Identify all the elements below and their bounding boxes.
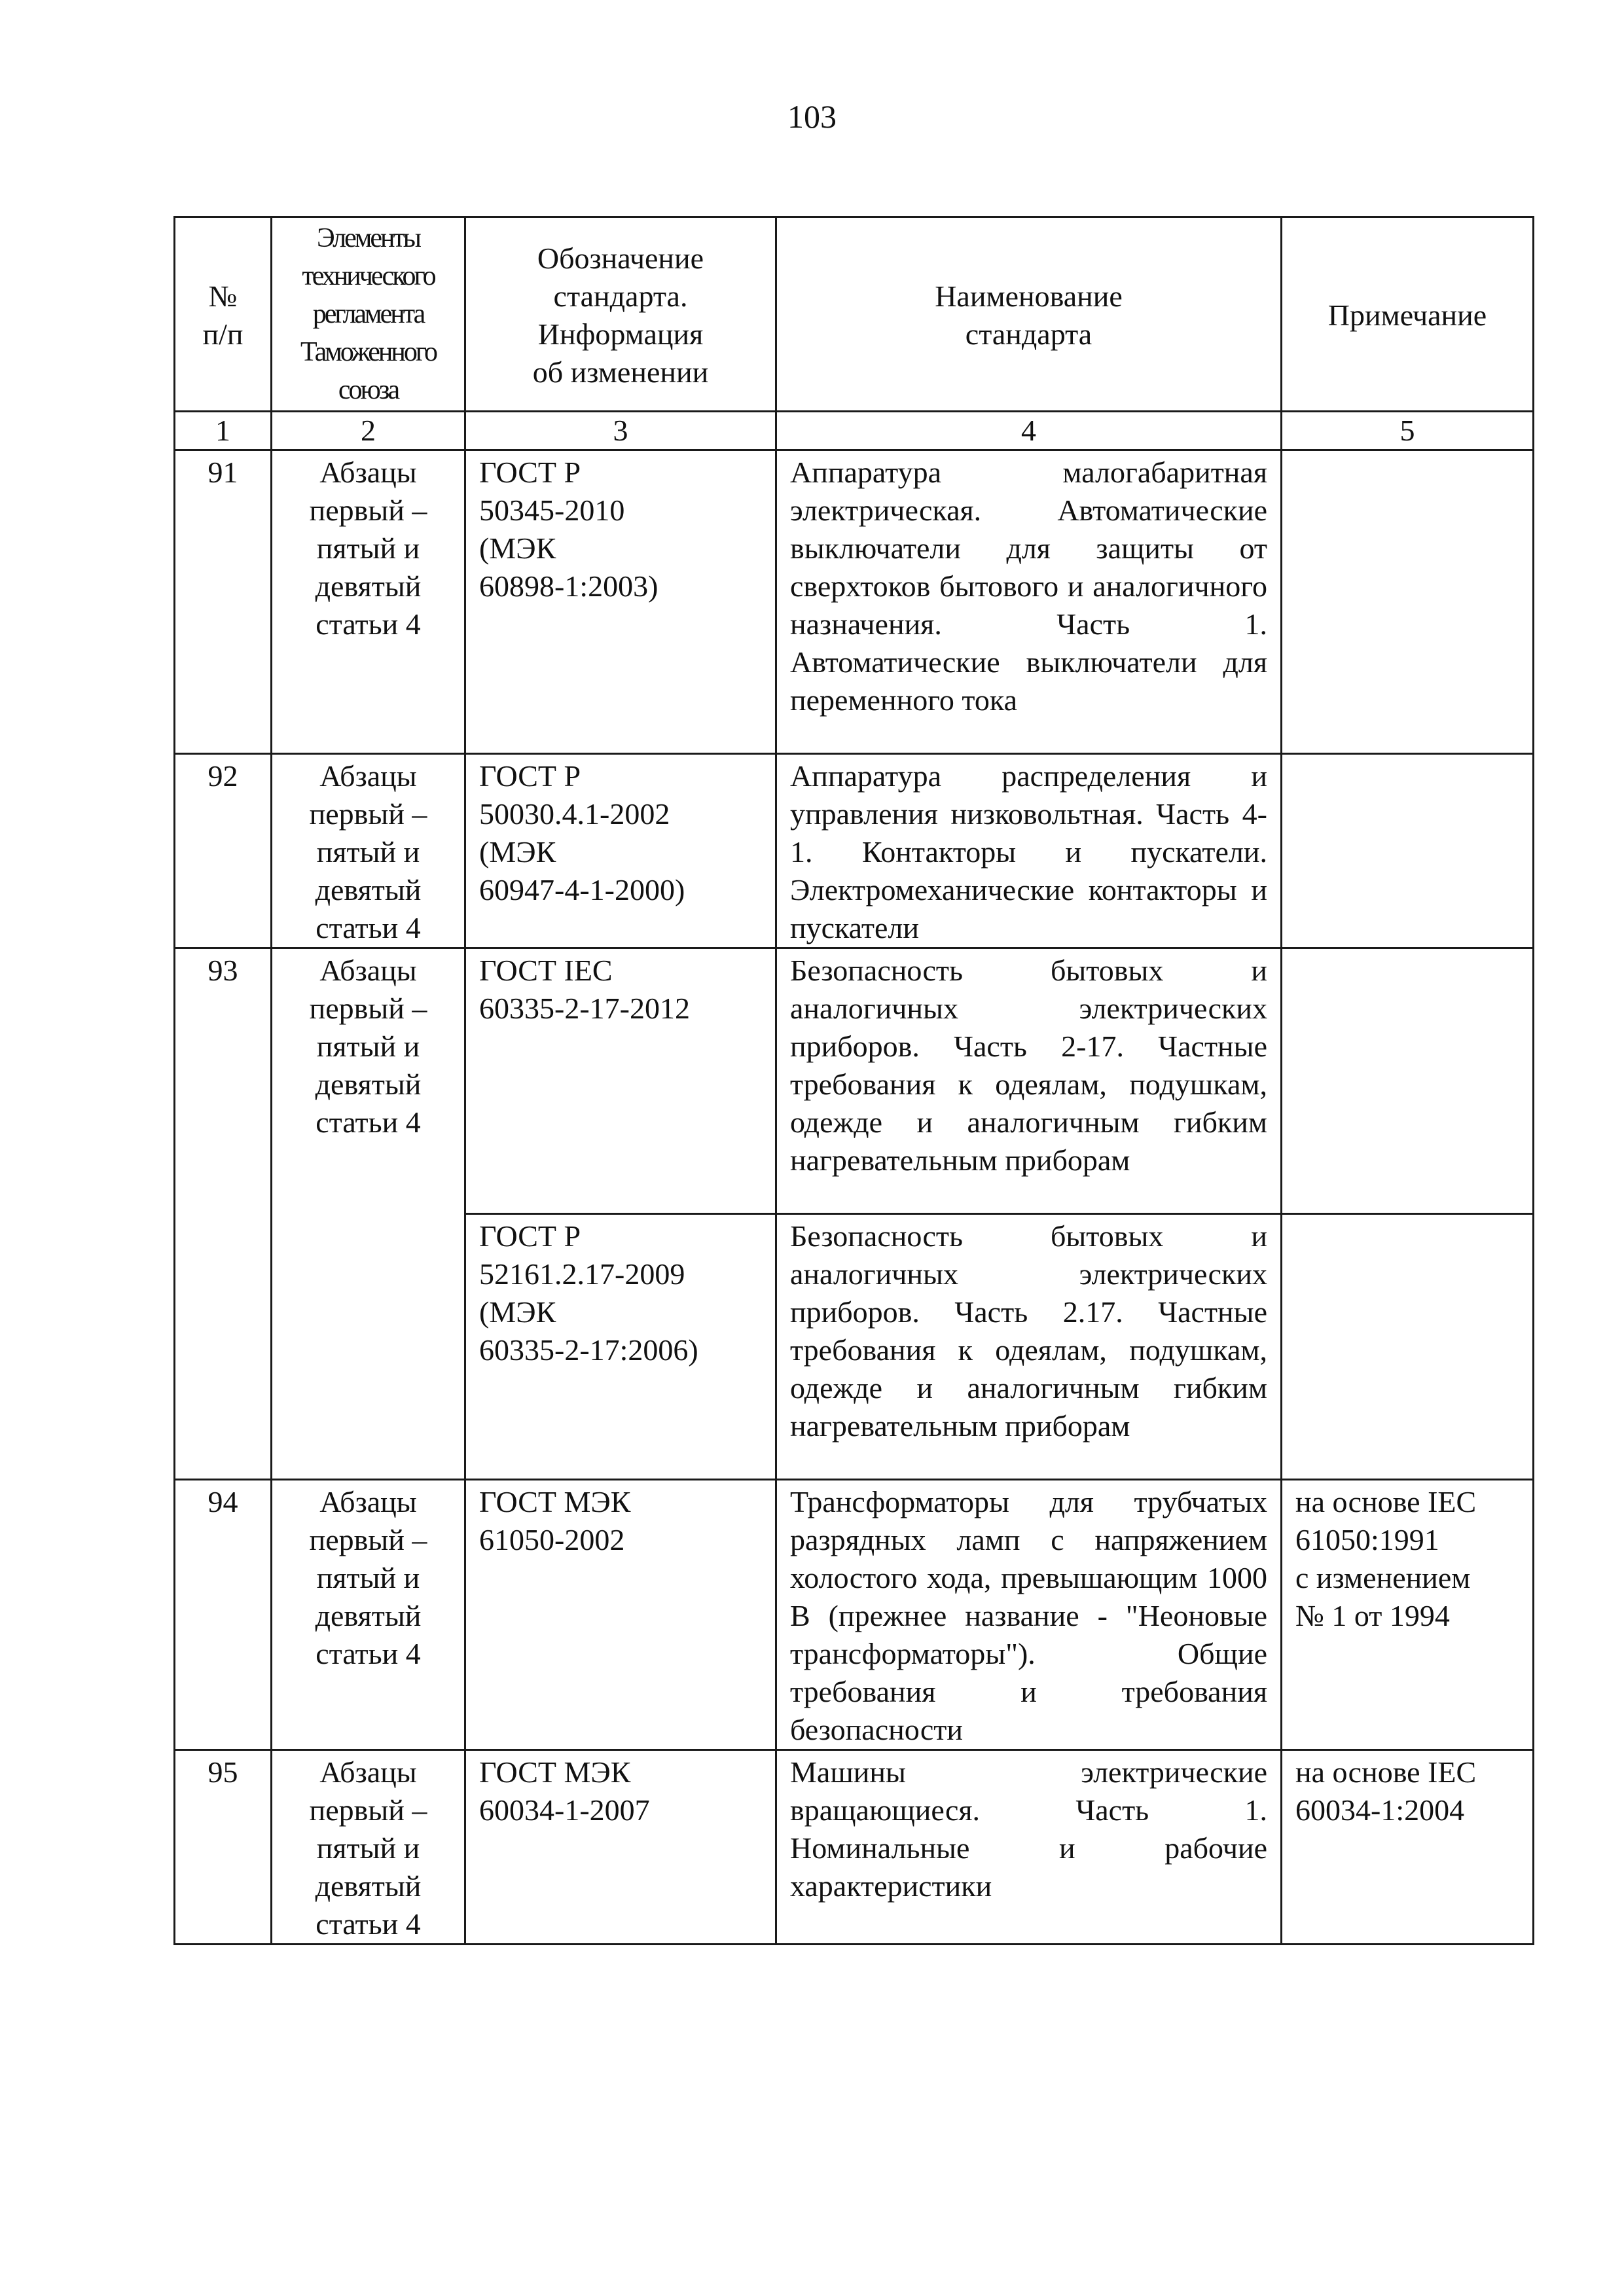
row-number: 92 (175, 754, 272, 948)
table-row (175, 450, 1534, 754)
header-num: № п/п (175, 217, 272, 412)
column-number: 5 (1282, 412, 1534, 450)
row-standard-name: Аппаратура малогабаритная электрическая. Автоматические выключатели для защиты от сверхтоков бытового и аналогичного назначения. Часть 1. Автоматические выключатели для переменного тока (776, 450, 1282, 754)
row-number: 95 (175, 1750, 272, 1945)
row-elements: Абзацы первый – пятый и девятый статьи 4 (272, 1750, 465, 1945)
row-elements: Абзацы первый – пятый и девятый статьи 4 (272, 754, 465, 948)
row-note: на основе IEC 61050:1991 с изменением № 1 от 1994 (1282, 1480, 1534, 1750)
column-number: 3 (465, 412, 776, 450)
row-standard-code: ГОСТ IEC 60335-2-17-2012 (465, 948, 776, 1214)
header-note: Примечание (1282, 217, 1534, 412)
row-standard-code: ГОСТ Р 52161.2.17-2009 (МЭК 60335-2-17:2006) (465, 1214, 776, 1480)
row-number: 94 (175, 1480, 272, 1750)
row-elements: Абзацы первый – пятый и девятый статьи 4 (272, 948, 465, 1480)
column-numbers-row (175, 412, 1534, 450)
row-number: 91 (175, 450, 272, 754)
row-note: на основе IEC 60034-1:2004 (1282, 1750, 1534, 1945)
table-row (175, 1750, 1534, 1945)
row-standard-code: ГОСТ Р 50345-2010 (МЭК 60898-1:2003) (465, 450, 776, 754)
row-standard-name: Машины электрические вращающиеся. Часть 1. Номинальные и рабочие характеристики (776, 1750, 1282, 1945)
row-standard-code: ГОСТ МЭК 61050-2002 (465, 1480, 776, 1750)
row-elements: Абзацы первый – пятый и девятый статьи 4 (272, 1480, 465, 1750)
column-number: 2 (272, 412, 465, 450)
header-elements: Элементы технического регламента Таможенного союза (272, 217, 465, 412)
table-row (175, 754, 1534, 948)
row-note (1282, 450, 1534, 754)
column-number: 1 (175, 412, 272, 450)
row-standard-name: Безопасность бытовых и аналогичных электрических приборов. Часть 2-17. Частные требования к одеялам, подушкам, одежде и аналогичным гибким нагревательным приборам (776, 948, 1282, 1214)
row-standard-code: ГОСТ МЭК 60034-1-2007 (465, 1750, 776, 1945)
header-name: Наименование стандарта (776, 217, 1282, 412)
row-note (1282, 1214, 1534, 1480)
row-number: 93 (175, 948, 272, 1480)
header-code: Обозначение стандарта. Информация об изменении (465, 217, 776, 412)
row-standard-name: Аппаратура распределения и управления низковольтная. Часть 4-1. Контакторы и пускатели. Электромеханические контакторы и пускатели (776, 754, 1282, 948)
table-row (175, 1480, 1534, 1750)
table-header-row (175, 217, 1534, 412)
table-row (175, 948, 1534, 1214)
column-number: 4 (776, 412, 1282, 450)
row-standard-name: Безопасность бытовых и аналогичных электрических приборов. Часть 2.17. Частные требования к одеялам, подушкам, одежде и аналогичным гибким нагревательным приборам (776, 1214, 1282, 1480)
row-note (1282, 754, 1534, 948)
page-number: 103 (787, 98, 837, 135)
row-elements: Абзацы первый – пятый и девятый статьи 4 (272, 450, 465, 754)
row-note (1282, 948, 1534, 1214)
row-standard-code: ГОСТ Р 50030.4.1-2002 (МЭК 60947-4-1-2000) (465, 754, 776, 948)
row-standard-name: Трансформаторы для трубчатых разрядных ламп с напряжением холостого хода, превышающим 1000 В (прежнее название - "Неоновые трансформаторы"). Общие требования и требования безопасности (776, 1480, 1282, 1750)
standards-table (173, 216, 1534, 1945)
